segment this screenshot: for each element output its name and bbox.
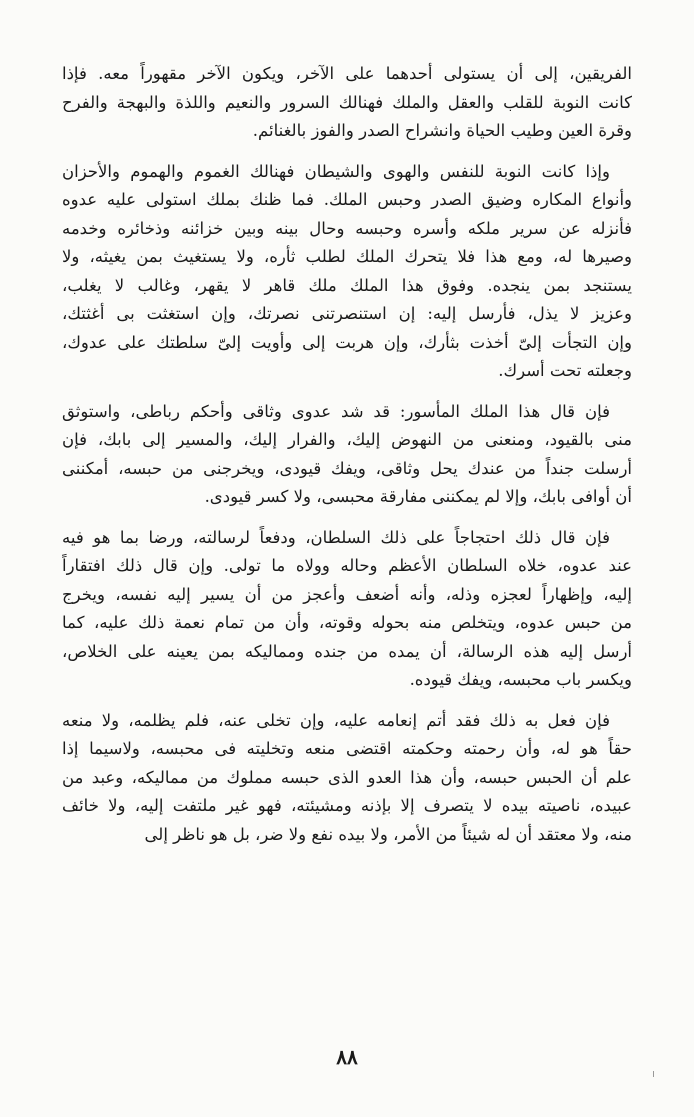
text-line: وصيرها له، ومع هذا فلا يتحرك الملك لطلب ثأره، ولا يستغيث بمن يغيثه، ولا [62,247,632,266]
scan-mark [653,1071,654,1077]
text-line: وجعلته تحت أسرك. [498,361,632,380]
paragraph [62,524,632,695]
paragraph [62,158,632,386]
text-line: وقرة العين وطيب الحياة وانشراح الصدر والفوز بالغنائم. [252,121,632,140]
text-line: عند عدوه، خلاه السلطان الأعظم وحاله وولاه ما تولى. وإن قال ذلك افتقاراً [62,556,632,575]
text-line: فأنزله عن سرير ملكه وأسره وحبسه وحال بينه وبين خزائنه وذخائره وخدمه [62,218,632,238]
text-line: من حبس عدوه، ويتخلص منه بحوله وقوته، وأن من تمام نعمة ذلك عليه، كما [62,613,632,632]
page-number: ٨٨ [336,1045,358,1069]
text-line: منى بالقيود، ومنعنى من النهوض إليك، والفرار إليك، والمسير إلى بابك، فإن [62,430,632,449]
text-line: فإن قال هذا الملك المأسور: قد شد عدوى وثاقى وأحكم رباطى، واستوثق [62,401,610,421]
page-text [62,60,632,861]
text-line: عبيده، ناصيته بيده لا يتصرف إلا بإذنه ومشيئته، فهو غير ملتفت إليه، ولا خائف [62,796,632,815]
text-line: كانت النوبة للقلب والعقل والملك فهنالك السرور والنعيم واللذة والبهجة والفرح [62,92,632,112]
paragraph [62,60,632,146]
text-line: فإن فعل به ذلك فقد أتم إنعامه عليه، وإن تخلى عنه، فلم يظلمه، ولا منعه [62,710,610,730]
text-line: أرسلت جنداً من عندك يحل وثاقى، ويفك قيودى، ويخرجنى من حبسه، أمكننى [62,458,632,478]
text-line: إليه، وإظهاراً لعجزه وذله، وأنه أضعف وأعجز من أن يسير إليه نفسه، ويخرج [62,584,632,604]
text-line: وإذا كانت النوبة للنفس والهوى والشيطان فهنالك الغموم والهموم والأحزان [62,161,610,181]
paragraph [62,398,632,512]
text-line: ويكسر باب محبسه، ويفك قيوده. [409,670,632,689]
text-line: أن أوافى بابك، وإلا لم يمكننى مفارقة محبسى، ولا كسر قيودى. [204,487,632,506]
text-line: وأنواع المكاره وضيق الصدر وحبس الملك. فما ظنك بملك استولى عليه عدوه [62,190,632,209]
paragraph [62,707,632,850]
text-line: الفريقين، إلى أن يستولى أحدهما على الآخر، ويكون الآخر مقهوراً معه. فإذا [62,64,632,83]
text-line: يستنجد بمن ينجده. وفوق هذا الملك ملك قاهر لا يقهر، وغالب لا يغلب، [62,275,632,295]
text-line: أرسل إليه هذه الرسالة، أن يمده من جنده ومماليكه بمن يعينه على الخلاص، [62,641,632,661]
text-line: حقاً هو له، وأن رحمته وحكمته اقتضى منعه وتخليته فى محبسه، ولاسيما إذا [62,739,632,758]
text-line: فإن قال ذلك احتجاجاً على ذلك السلطان، ودفعاً لرسالته، ورضا بما هو فيه [62,527,610,547]
text-line: وعزيز لا يذل، فأرسل إليه: إن استنصرتنى نصرتك، وإن استغثت بى أغثتك، [62,304,632,323]
text-line: وإن التجأت إلىّ أخذت بثأرك، وإن هربت إلى وأويت إلىّ سلطتك على عدوك، [62,332,632,352]
text-line: علم أن الحبس حبسه، وأن هذا العدو الذى حبسه مملوك من مماليكه، وعبد من [62,767,632,787]
text-line: منه، ولا معتقد أن له شيئاً من الأمر، ولا بيده نفع ولا ضر، بل هو ناظر إلى [144,824,632,844]
